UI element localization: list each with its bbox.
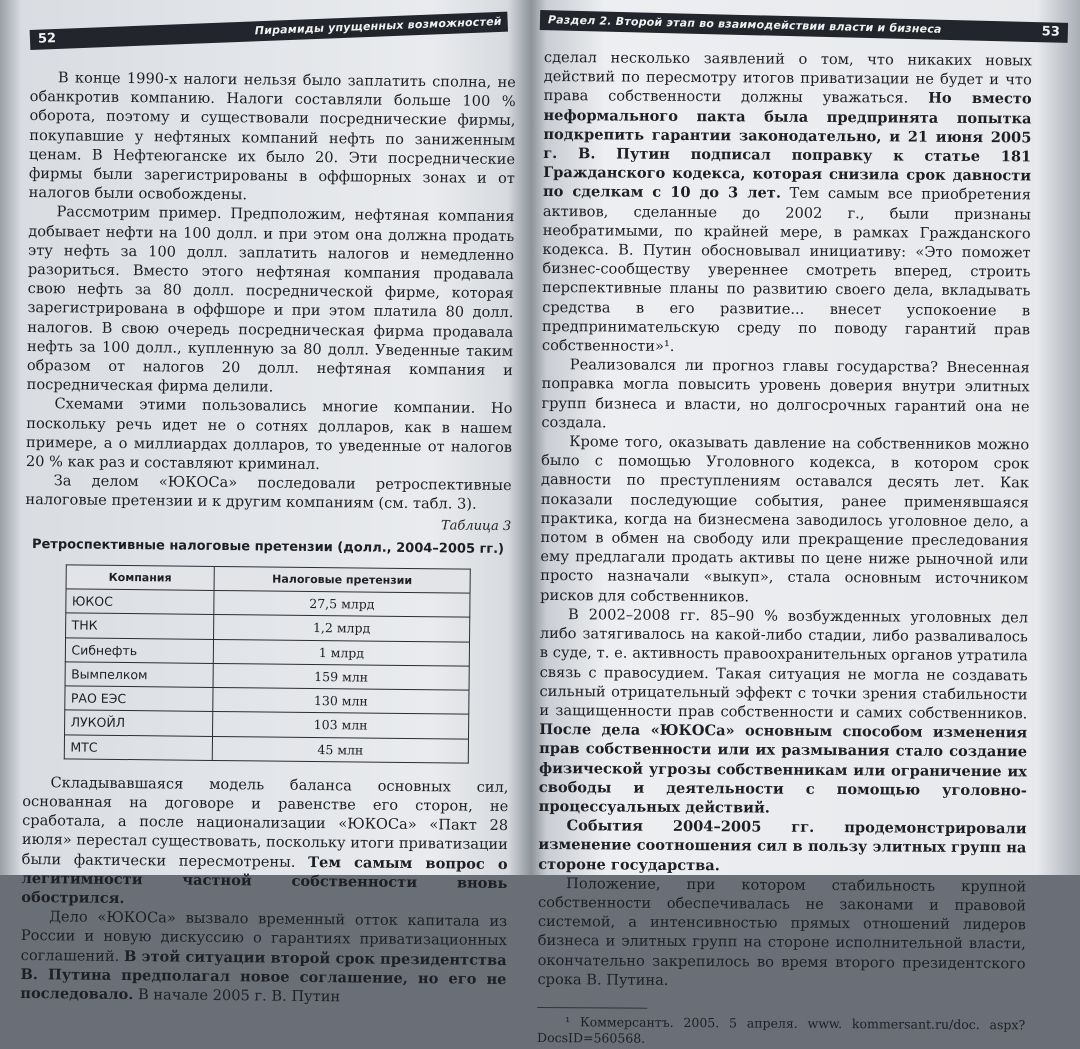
column-header: Компания bbox=[66, 565, 215, 591]
paragraph: Кроме того, оказывать давление на собственников можно было с помощью Уголовного кодекса, в котором срок давности по преступлениям оставался десять лет. Как показали последующие события, ранее применявшаяся практика, когда на бизнесмена заводилось уголовное дело, а потом в обмен на свободу или прекращение преследования ему предлагали продать активы по цене ниже рыночной или просто назначали «выкуп», стала основным источником рисков для собственников. bbox=[540, 433, 1030, 606]
paragraph: За делом «ЮКОСа» последовали ретроспективные налоговые претензии и к другим компаниям (см. табл. 3). bbox=[25, 472, 512, 514]
right-page-body bbox=[537, 48, 1032, 1049]
bold-text: После дела «ЮКОСа» основным способом изменения прав собственности или их размывания стало создание физической угрозы собственникам или ограничение их свободы и деятельности с помощью уголовно-процессуальных действий. bbox=[538, 721, 1028, 817]
running-head: Раздел 2. Второй этап во взаимодействии власти и бизнеса bbox=[547, 13, 942, 36]
bold-text: В этой ситуации второй срок президентства В. Путина предполагал новое соглашение, но его не последовало. bbox=[20, 947, 507, 1004]
left-page-header bbox=[30, 12, 508, 50]
company-cell: ЮКОС bbox=[65, 589, 214, 615]
right-page bbox=[528, 0, 1080, 1046]
claim-cell: 159 млн bbox=[214, 663, 469, 690]
bold-text: Но вместо неформального пакта была предпринята попытка подкрепить гарантии законодательно, и 21 июня 2005 г. В. Путин подписал поправку к статье 181 Гражданского кодекса, которая снизила срок давности по сделкам с 10 до 3 лет. bbox=[542, 90, 1032, 203]
paragraph: Схемами этими пользовались многие компании. Но поскольку речь идет не о сотнях долларов, как в нашем примере, а о миллиардах долларов, то уведенные от налогов 20 % как раз и составляют криминал. bbox=[25, 395, 513, 474]
text-run: Складывавшаяся модель баланса основных сил, основанная на договоре и равенстве его сторон, не сработала, а после национализации «ЮКОСа» «Пакт 28 июля» перестал существовать, поскольку итоги приватизации были фактически пересмотрены. bbox=[21, 773, 509, 871]
company-cell: Вымпелком bbox=[65, 662, 214, 688]
paragraph bbox=[539, 605, 1028, 820]
paragraph: В конце 1990-х налоги нельзя было заплатить сполна, не обанкротив компанию. Налоги составляли больше 100 % оборота, поэтому и существовали посреднические фирмы, покупавшие у нефтяных компаний нефть по заниженным ценам. В Нефтеюганске их было 20. Эти посреднические фирмы были зарегистрированы в оффшорных зонах и от налогов были освобождены. bbox=[28, 69, 516, 204]
claim-cell: 103 млн bbox=[213, 712, 468, 739]
bold-text: Тем самым вопрос о легитимности частной собственности вновь обострился. bbox=[21, 853, 508, 907]
company-cell: МТС bbox=[64, 734, 213, 760]
text-run: Тем самым все приобретения активов, сделанные до 2002 г., были признаны необратимыми, по крайней мере, в рамках Гражданского кодекса. В. Путин обосновывал инициативу: «Это поможет бизнес-сообществу увереннее смотреть вперед, строить перспективные планы по развитию своего дела, вкладывать средства в его развитие... внесет успокоение в предпринимательскую среду по поводу гарантий прав собственности»¹. bbox=[541, 185, 1032, 355]
claim-cell: 1 млрд bbox=[214, 639, 469, 666]
footnote: ¹ Коммерсантъ. 2005. 5 апреля. www. kommersant.ru/doc. aspx? DocsID=560568. bbox=[537, 1014, 1026, 1046]
right-page-header bbox=[540, 10, 1068, 43]
paragraph: Рассмотрим пример. Предположим, нефтяная компания добывает нефти на 100 долл. и при этом она должна продать эту нефть за 100 долл. заплатить налогов и немедленно разориться. Вместо этого нефтяная компания продавала свою нефть за 80 долл. посреднической фирме, которая зарегистрирована в оффшоре и при этом платила 80 долл. налогов. В свою очередь посредническая фирма продавала нефть за 100 долл., купленную за 80 долл. Уведенные таким образом от налогов 20 долл. нефтяная компания и посредническая фирма делили. bbox=[26, 203, 515, 396]
claim-cell: 45 млн bbox=[213, 736, 468, 763]
table-number: Таблица 3 bbox=[440, 518, 512, 534]
tax-claims-table bbox=[63, 564, 470, 763]
text-run: сделал несколько заявлений о том, что никаких новых действий по пересмотру итогов приватизации не будет и что права собственности должны уважаться. bbox=[543, 48, 1032, 107]
text-run: В 2002–2008 гг. 85–90 % возбужденных уголовных дел либо затягивалось на какой-либо стадии, либо разваливалось в суде, т. е. активность правоохранительных органов утратила связь с правосудием. Такая ситуация не могла не создавать сильный отрицательный эффект с точки зрения стабильности и защищенности прав собственности и самих собственников. bbox=[539, 606, 1029, 723]
footnote-separator bbox=[537, 1007, 647, 1009]
company-cell: Сибнефть bbox=[65, 638, 214, 664]
text-run: Дело «ЮКОСа» вызвало временный отток капитала из России и новую дискуссию о гарантиях приватизационных соглашений. bbox=[20, 908, 508, 965]
company-cell: ТНК bbox=[65, 613, 214, 639]
paragraph bbox=[21, 773, 508, 913]
left-page-body bbox=[20, 68, 516, 1008]
paragraph: Реализовался ли прогноз главы государства? Внесенная поправка могла повысить уровень доверия внутри элитных групп бизнеса и власти, но долгосрочных гарантий она не создала. bbox=[541, 356, 1030, 432]
company-cell: ЛУКОЙЛ bbox=[64, 710, 213, 736]
table-row bbox=[64, 734, 468, 762]
paragraph bbox=[20, 907, 507, 1008]
page-number: 52 bbox=[37, 31, 57, 47]
paragraph bbox=[542, 48, 1032, 359]
bold-text: События 2004–2005 гг. продемонстрировали изменение соотношения сил в пользу элитных групп на стороне государства. bbox=[538, 817, 1027, 874]
paragraph: Положение, при котором стабильность крупной собственности обеспечивалась не законами и правовой системой, а интенсивностью прямых отношений лидеров бизнеса и элитных групп на стороне исполнительной власти, окончательно закрепилось во время второго президентского срока В. Путина. bbox=[537, 874, 1027, 989]
paragraph bbox=[538, 816, 1026, 877]
claim-cell: 27,5 млрд bbox=[214, 591, 469, 618]
page-number: 53 bbox=[1041, 24, 1061, 40]
text-run: В начале 2005 г. В. Путин bbox=[137, 986, 341, 1006]
column-header: Налоговые претензии bbox=[215, 567, 470, 594]
claim-cell: 130 млн bbox=[213, 688, 468, 715]
running-head: Пирамиды упущенных возможностей bbox=[254, 14, 502, 38]
claim-cell: 1,2 млрд bbox=[214, 615, 469, 642]
table-title: Ретроспективные налоговые претензии (долл., 2004–2005 гг.) bbox=[31, 536, 505, 557]
left-page bbox=[0, 0, 528, 1006]
company-cell: РАО ЕЭС bbox=[64, 686, 213, 712]
